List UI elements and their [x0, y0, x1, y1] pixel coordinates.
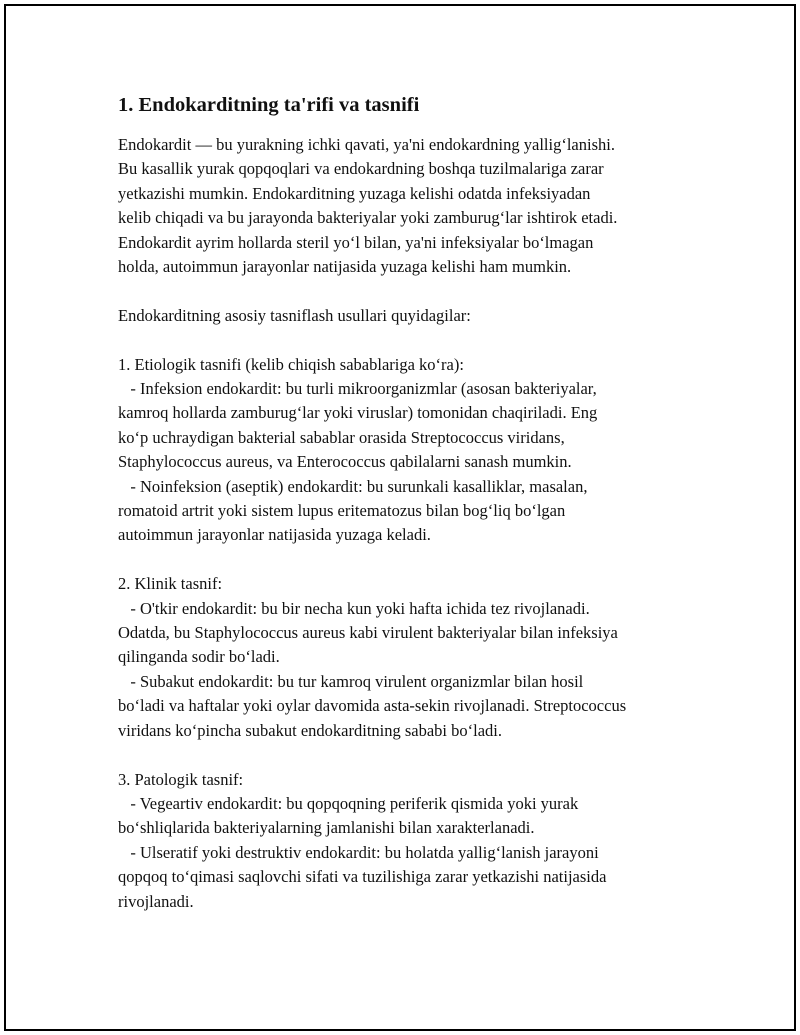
paragraph-gap: [118, 743, 698, 767]
text-line: Endokarditning asosiy tasniflash usullari quyidagilar:: [118, 305, 471, 325]
text-line: viridans ko‘pincha subakut endokarditning sababi bo‘ladi.: [118, 720, 502, 740]
text-line: qopqoq to‘qimasi saqlovchi sifati va tuzilishiga zarar yetkazishi natijasida: [118, 867, 607, 887]
text-line: - O'tkir endokardit: bu bir necha kun yoki hafta ichida tez rivojlanadi.: [118, 598, 590, 618]
intro-paragraph: [118, 133, 698, 279]
classification-intro: [118, 304, 698, 328]
text-line: Staphylococcus aureus, va Enterococcus qabilalarni sanash mumkin.: [118, 452, 572, 472]
paragraph-gap: [118, 548, 698, 572]
text-line: - Vegeartiv endokardit: bu qopqoqning periferik qismida yoki yurak: [118, 793, 579, 813]
paragraph-gap: [118, 279, 698, 303]
text-line: yetkazishi mumkin. Endokarditning yuzaga kelishi odatda infeksiyadan: [118, 183, 591, 203]
text-line: ko‘p uchraydigan bakterial sabablar orasida Streptococcus viridans,: [118, 427, 565, 447]
section-title: 1. Endokarditning ta'rifi va tasnifi: [118, 94, 420, 116]
list-heading: 1. Etiologik tasnifi (kelib chiqish sabablariga ko‘ra):: [118, 354, 464, 374]
text-line: bo‘ladi va haftalar yoki oylar davomida asta-sekin rivojlanadi. Streptococcus: [118, 696, 627, 716]
paragraph-gap: [118, 328, 698, 352]
text-line: - Noinfeksion (aseptik) endokardit: bu surunkali kasalliklar, masalan,: [118, 476, 588, 496]
text-line: Endokardit ayrim hollarda steril yo‘l bilan, ya'ni infeksiyalar bo‘lmagan: [118, 232, 594, 252]
pathologic-classification: [118, 768, 698, 914]
clinical-classification: [118, 572, 698, 743]
text-line: Bu kasallik yurak qopqoqlari va endokardning boshqa tuzilmalariga zarar: [118, 159, 604, 179]
text-line: - Infeksion endokardit: bu turli mikroorganizmlar (asosan bakteriyalar,: [118, 379, 597, 399]
text-line: - Ulseratif yoki destruktiv endokardit: bu holatda yallig‘lanish jarayoni: [118, 842, 599, 862]
etiologic-classification: [118, 353, 698, 548]
list-heading: 3. Patologik tasnif:: [118, 769, 244, 789]
text-line: romatoid artrit yoki sistem lupus eritematozus bilan bog‘liq bo‘lgan: [118, 501, 566, 521]
text-line: holda, autoimmun jarayonlar natijasida yuzaga kelishi ham mumkin.: [118, 257, 572, 277]
text-line: Endokardit — bu yurakning ichki qavati, ya'ni endokardning yallig‘lanishi.: [118, 135, 615, 154]
text-line: autoimmun jarayonlar natijasida yuzaga keladi.: [118, 525, 431, 545]
text-line: bo‘shliqlarida bakteriyalarning jamlanishi bilan xarakterlanadi.: [118, 818, 535, 838]
text-line: kelib chiqadi va bu jarayonda bakteriyalar yoki zamburug‘lar ishtirok etadi.: [118, 208, 618, 228]
text-line: kamroq hollarda zamburug‘lar yoki viruslar) tomonidan chaqiriladi. Eng: [118, 403, 598, 423]
list-heading: 2. Klinik tasnif:: [118, 574, 223, 594]
text-line: qilinganda sodir bo‘ladi.: [118, 647, 280, 667]
text-line: rivojlanadi.: [118, 891, 194, 911]
text-line: Odatda, bu Staphylococcus aureus kabi virulent bakteriyalar bilan infeksiya: [118, 623, 618, 643]
document-body: [118, 92, 698, 914]
text-line: - Subakut endokardit: bu tur kamroq virulent organizmlar bilan hosil: [118, 671, 584, 691]
